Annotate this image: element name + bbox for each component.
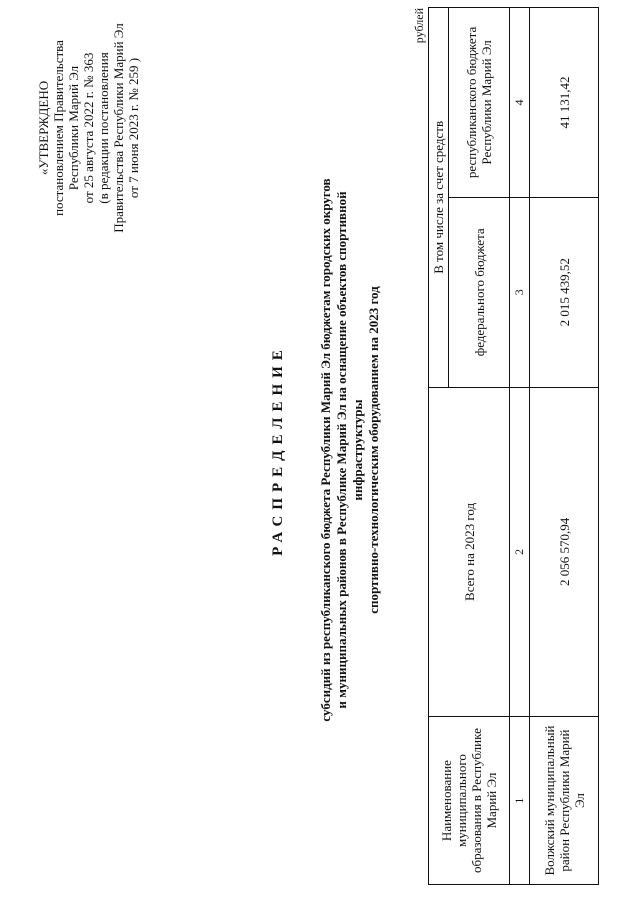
approval-line: постановлением Правительства <box>51 40 66 216</box>
column-number: 2 <box>510 387 530 716</box>
column-number: 3 <box>510 197 530 387</box>
cell-federal: 2 015 439,52 <box>530 197 599 387</box>
approval-stamp <box>36 8 141 248</box>
header-republic: республиканского бюджета Республики Марий Эл <box>449 8 510 198</box>
approval-line: Республики Марий Эл <box>66 65 81 191</box>
header-total: Всего на 2023 год <box>429 387 510 716</box>
document-heading: РАСПРЕДЕЛЕНИЕ <box>270 344 286 556</box>
header-group: В том числе за счет средств <box>429 8 449 388</box>
header-municipality: Наименование муниципального образования в Республике Марий Эл <box>429 717 510 885</box>
currency-unit: рублей <box>412 8 426 44</box>
subtitle-line: субсидий из республиканского бюджета Республики Марий Эл бюджетам городских округов <box>318 178 333 722</box>
approval-line: (в редакции постановления <box>96 52 111 204</box>
subtitle-line: и муниципальных районов в Республике Марий Эл на оснащение объектов спортивной инфраструктуры <box>334 191 365 709</box>
approval-line: от 7 июня 2023 г. № 259 ) <box>126 57 141 199</box>
table-row <box>530 8 599 885</box>
header-federal: федерального бюджета <box>449 197 510 387</box>
cell-municipality: Волжский муниципальный район Республики Марий Эл <box>530 717 599 885</box>
cell-republic: 41 131,42 <box>530 8 599 198</box>
subtitle-line: спортивно-технологическим оборудованием на 2023 год <box>366 286 381 614</box>
column-number-row <box>510 8 530 885</box>
approval-line: Правительства Республики Марий Эл <box>111 23 126 233</box>
column-number: 1 <box>510 717 530 885</box>
document-subtitle <box>318 140 382 760</box>
distribution-table <box>428 7 599 885</box>
header-row <box>429 8 449 885</box>
cell-total: 2 056 570,94 <box>530 387 599 716</box>
approval-line: от 25 августа 2022 г. № 363 <box>81 52 96 204</box>
approval-line: «УТВЕРЖДЕНО <box>36 80 51 176</box>
column-number: 4 <box>510 8 530 198</box>
